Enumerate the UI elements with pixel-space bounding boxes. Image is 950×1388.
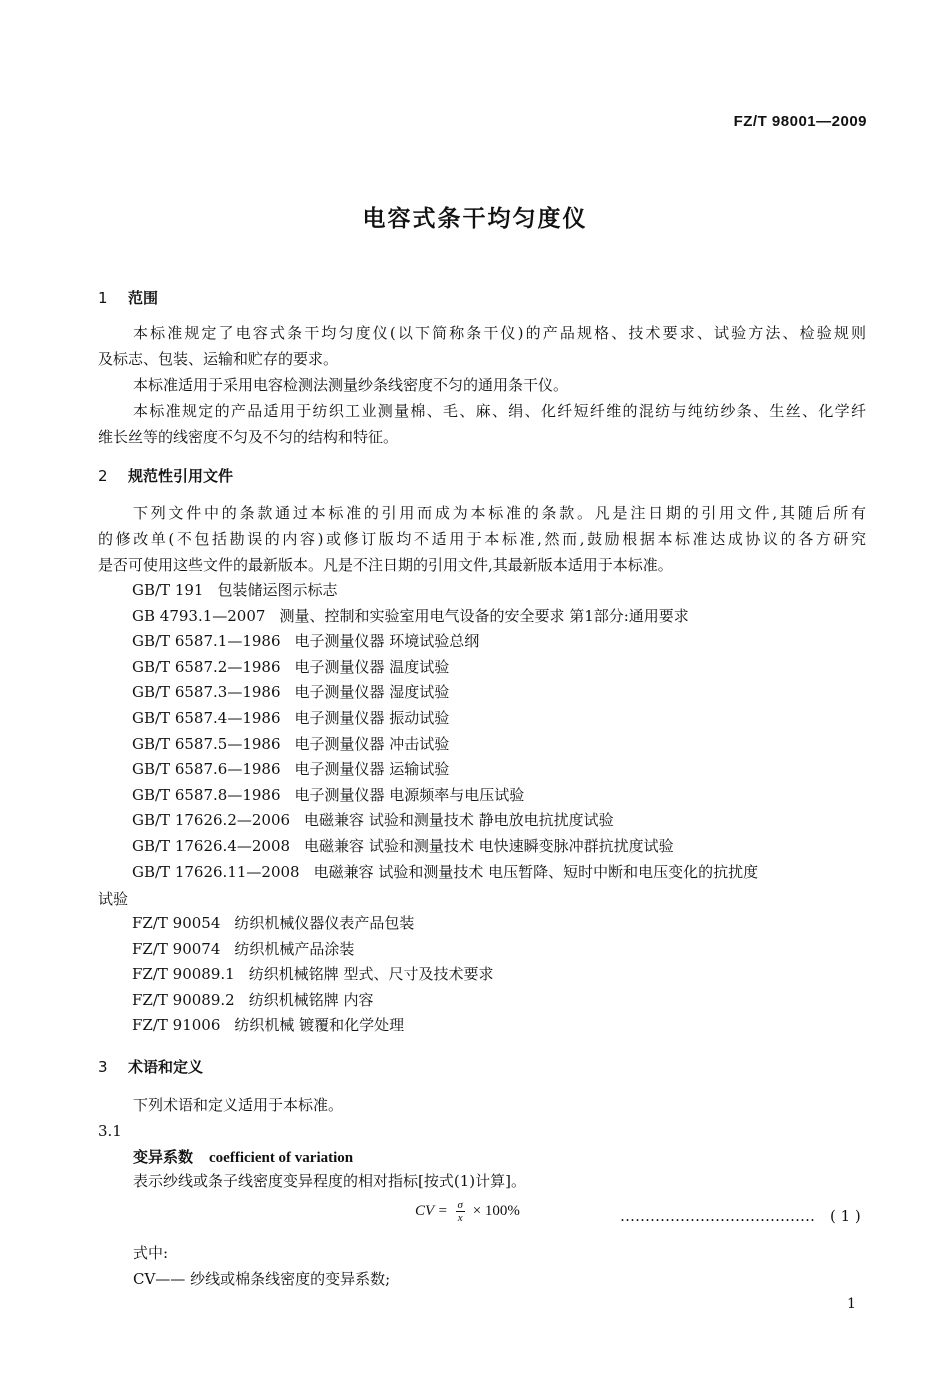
reference-title: 电子测量仪器 振动试验 <box>294 708 450 727</box>
paragraph-line: 本标准规定了电容式条干均匀度仪(以下简称条干仪)的产品规格、技术要求、试验方法、检验规则 <box>133 324 866 342</box>
reference-code: GB/T 6587.2—1986 <box>132 657 281 676</box>
section-1-paragraph-3 <box>98 398 866 450</box>
reference-code: FZ/T 90089.1 <box>132 965 235 984</box>
reference-title: 纺织机械铭牌 型式、尺寸及技术要求 <box>248 965 494 984</box>
reference-title: 测量、控制和实验室用电气设备的安全要求 第1部分:通用要求 <box>279 606 689 625</box>
section-1-heading <box>98 287 158 308</box>
reference-code: FZ/T 90089.2 <box>132 990 235 1009</box>
reference-title: 纺织机械 镀覆和化学处理 <box>234 1016 405 1035</box>
reference-title: 电子测量仪器 冲击试验 <box>294 734 450 753</box>
standard-code: FZ/T 98001—2009 <box>733 113 867 130</box>
reference-item <box>132 783 758 809</box>
reference-title: 电子测量仪器 环境试验总纲 <box>294 632 480 651</box>
section-3-title: 术语和定义 <box>128 1058 204 1076</box>
formula-numerator: σ <box>457 1199 463 1211</box>
term-heading <box>133 1146 353 1167</box>
reference-item <box>132 860 758 886</box>
reference-title: 电子测量仪器 温度试验 <box>294 657 450 676</box>
section-1-paragraph-2: 本标准适用于采用电容检测法测量纱条线密度不匀的通用条干仪。 <box>133 376 569 394</box>
reference-title: 纺织机械仪器仪表产品包装 <box>234 914 415 932</box>
paragraph-line: 是否可使用这些文件的最新版本。凡是不注日期的引用文件,其最新版本适用于本标准。 <box>98 556 673 574</box>
reference-code: GB/T 6587.8—1986 <box>132 785 281 804</box>
reference-item <box>132 962 493 988</box>
reference-item <box>132 706 758 732</box>
reference-title: 电磁兼容 试验和测量技术 电快速瞬变脉冲群抗扰度试验 <box>304 836 674 855</box>
paragraph-line: 下列文件中的条款通过本标准的引用而成为本标准的条款。凡是注日期的引用文件,其随后所有 <box>133 504 866 522</box>
term-number: 3.1 <box>98 1122 122 1140</box>
reference-title: 纺织机械产品涂装 <box>234 939 355 958</box>
fz-reference-list <box>132 911 493 1039</box>
reference-item <box>132 578 758 604</box>
term-chinese: 变异系数 <box>133 1148 194 1166</box>
reference-title: 包装储运图示标志 <box>217 581 338 599</box>
reference-code: GB/T 17626.2—2006 <box>132 811 291 830</box>
reference-item <box>132 680 758 706</box>
reference-code: GB/T 6587.1—1986 <box>132 632 281 651</box>
reference-item <box>132 655 758 681</box>
reference-item <box>132 911 493 937</box>
reference-code: GB/T 17626.4—2008 <box>132 836 291 855</box>
where-label: 式中: <box>133 1244 169 1262</box>
reference-title: 纺织机械铭牌 内容 <box>248 990 374 1009</box>
section-2-heading <box>98 465 233 486</box>
reference-item <box>132 629 758 655</box>
formula-denominator: x <box>457 1212 463 1224</box>
section-2-number: 2 <box>98 467 108 485</box>
paragraph-line: 的修改单(不包括勘误的内容)或修订版均不适用于本标准,然而,鼓励根据本标准达成协议的各方研究 <box>98 530 866 548</box>
reference-title: 电子测量仪器 电源频率与电压试验 <box>294 785 525 804</box>
reference-title: 电子测量仪器 运输试验 <box>294 760 450 779</box>
reference-code: GB/T 6587.3—1986 <box>132 683 281 702</box>
reference-list <box>132 578 758 885</box>
section-3-intro: 下列术语和定义适用于本标准。 <box>133 1096 344 1114</box>
section-1-number: 1 <box>98 289 108 307</box>
section-2-title: 规范性引用文件 <box>128 467 234 485</box>
reference-code: FZ/T 91006 <box>132 1016 221 1035</box>
paragraph-line: 维长丝等的线密度不匀及不匀的结构和特征。 <box>98 428 399 446</box>
reference-title: 电磁兼容 试验和测量技术 电压暂降、短时中断和电压变化的抗扰度 <box>313 862 759 881</box>
reference-item <box>132 732 758 758</box>
term-definition: 表示纱线或条子线密度变异程度的相对指标[按式(1)计算]。 <box>133 1172 526 1190</box>
document-title: 电容式条干均匀度仪 <box>362 206 588 232</box>
reference-code: GB/T 6587.5—1986 <box>132 734 281 753</box>
formula-lhs: CV = <box>415 1202 448 1219</box>
formula-label: ( 1 ) <box>830 1207 861 1225</box>
section-3-heading <box>98 1056 203 1077</box>
reference-item <box>132 604 758 630</box>
section-1-title: 范围 <box>128 289 159 307</box>
formula-fraction <box>456 1199 465 1224</box>
section-3-number: 3 <box>98 1058 108 1076</box>
paragraph-line: 及标志、包装、运输和贮存的要求。 <box>98 350 339 368</box>
term-english: coefficient of variation <box>209 1150 354 1166</box>
reference-code: GB/T 6587.4—1986 <box>132 708 281 727</box>
reference-title: 电磁兼容 试验和测量技术 静电放电抗扰度试验 <box>304 811 614 830</box>
reference-code: FZ/T 90054 <box>132 914 221 932</box>
reference-code: GB/T 17626.11—2008 <box>132 862 300 881</box>
formula-leader-dots: ………………………………… <box>620 1207 815 1225</box>
formula-rhs: × 100% <box>472 1202 520 1219</box>
paragraph-line: 本标准规定的产品适用于纺织工业测量棉、毛、麻、绢、化纤短纤维的混纺与纯纺纱条、生丝、化学纤 <box>133 402 866 420</box>
reference-continuation: 试验 <box>98 890 129 908</box>
reference-code: GB/T 6587.6—1986 <box>132 760 281 779</box>
reference-item <box>132 757 758 783</box>
reference-item <box>132 808 758 834</box>
section-1-paragraph-1 <box>98 320 866 372</box>
reference-title: 电子测量仪器 湿度试验 <box>294 683 450 702</box>
formula <box>415 1199 520 1224</box>
reference-code: FZ/T 90074 <box>132 939 221 958</box>
reference-item <box>132 937 493 963</box>
section-2-intro <box>98 500 866 578</box>
reference-item <box>132 834 758 860</box>
reference-code: GB/T 191 <box>132 581 204 599</box>
where-item: CV—— 纱线或棉条线密度的变异系数; <box>133 1270 391 1288</box>
reference-item <box>132 988 493 1014</box>
page-number: 1 <box>847 1296 856 1312</box>
reference-code: GB 4793.1—2007 <box>132 606 266 625</box>
reference-item <box>132 1013 493 1039</box>
